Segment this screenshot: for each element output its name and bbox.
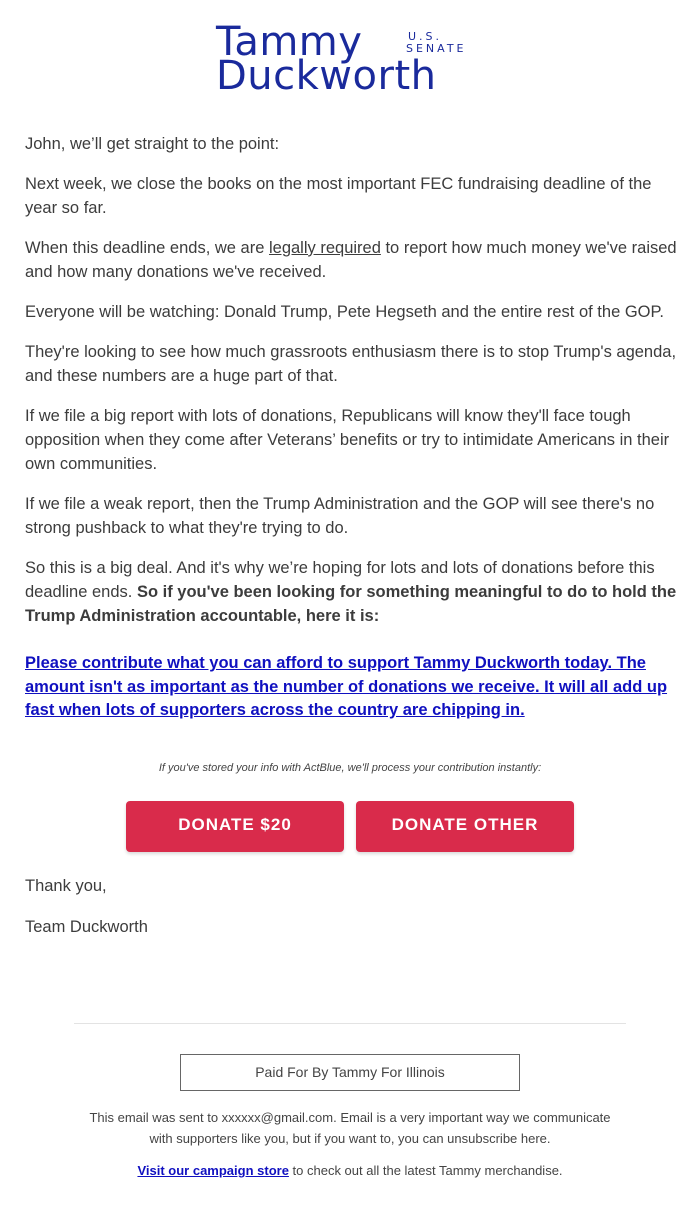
campaign-logo [216, 19, 486, 99]
contribute-link[interactable]: Please contribute what you can afford to support Tammy Duckworth today. The amount isn't as important as the number of donations we receive. It will all add up fast when lots of supporters across the country are chipping in. [25, 654, 668, 719]
paid-for-box: Paid For By Tammy For Illinois [180, 1054, 520, 1091]
logo-us: U.S. [408, 30, 443, 43]
email-body [25, 132, 677, 723]
donate-20-button[interactable]: DONATE $20 [126, 801, 344, 852]
logo-senate: SENATE [406, 42, 467, 55]
logo-last-name: Duckworth [216, 53, 437, 99]
store-line-rest: to check out all the latest Tammy merchandise. [288, 1163, 563, 1178]
logo-first-name: Tammy [216, 19, 363, 65]
paragraph-big-deal-start: So this is a big deal. And it's why we’re hoping for lots and lots of donations before this deadline ends. [25, 559, 655, 601]
paragraph-legal-end: to report how much money we've raised and how many donations we've received. [25, 239, 677, 281]
donate-other-button[interactable]: DONATE OTHER [356, 801, 574, 852]
paragraph-legal-start: When this deadline ends, we are [25, 239, 269, 257]
paragraph-big-deal [25, 556, 677, 628]
footer-sent-note: This email was sent to xxxxxx@gmail.com. Email is a very important way we communicate with supporters like you, but if you want to, you can unsubscribe here. [89, 1110, 611, 1146]
signature: Team Duckworth [25, 918, 148, 936]
paragraph-deadline: Next week, we close the books on the most important FEC fundraising deadline of the year so far. [25, 175, 652, 217]
greeting: John, we’ll get straight to the point: [25, 135, 280, 153]
thanks-text: Thank you, [25, 877, 107, 895]
paragraph-legal [25, 236, 677, 284]
actblue-note: If you've stored your info with ActBlue, we'll process your contribution instantly: [158, 762, 542, 774]
legally-required-text: legally required [268, 239, 381, 257]
paragraph-enthusiasm: They're looking to see how much grassroots enthusiasm there is to stop Trump's agenda, and these numbers are a huge part of that. [25, 343, 677, 385]
paragraph-big-report: If we file a big report with lots of donations, Republicans will know they'll face tough opposition when they come after Veterans’ benefits or try to intimidate Americans in their own communities. [25, 407, 670, 473]
campaign-store-link[interactable]: Visit our campaign store [137, 1163, 289, 1178]
paragraph-watching: Everyone will be watching: Donald Trump, Pete Hegseth and the entire rest of the GOP. [25, 303, 664, 321]
footer-divider [74, 1023, 626, 1024]
paragraph-big-deal-bold: So if you've been looking for something meaningful to do to hold the Trump Administration accountable, here it is: [25, 583, 677, 625]
store-line [0, 1163, 700, 1178]
paragraph-weak-report: If we file a weak report, then the Trump Administration and the GOP will see there's no strong pushback to what they're trying to do. [25, 495, 655, 537]
